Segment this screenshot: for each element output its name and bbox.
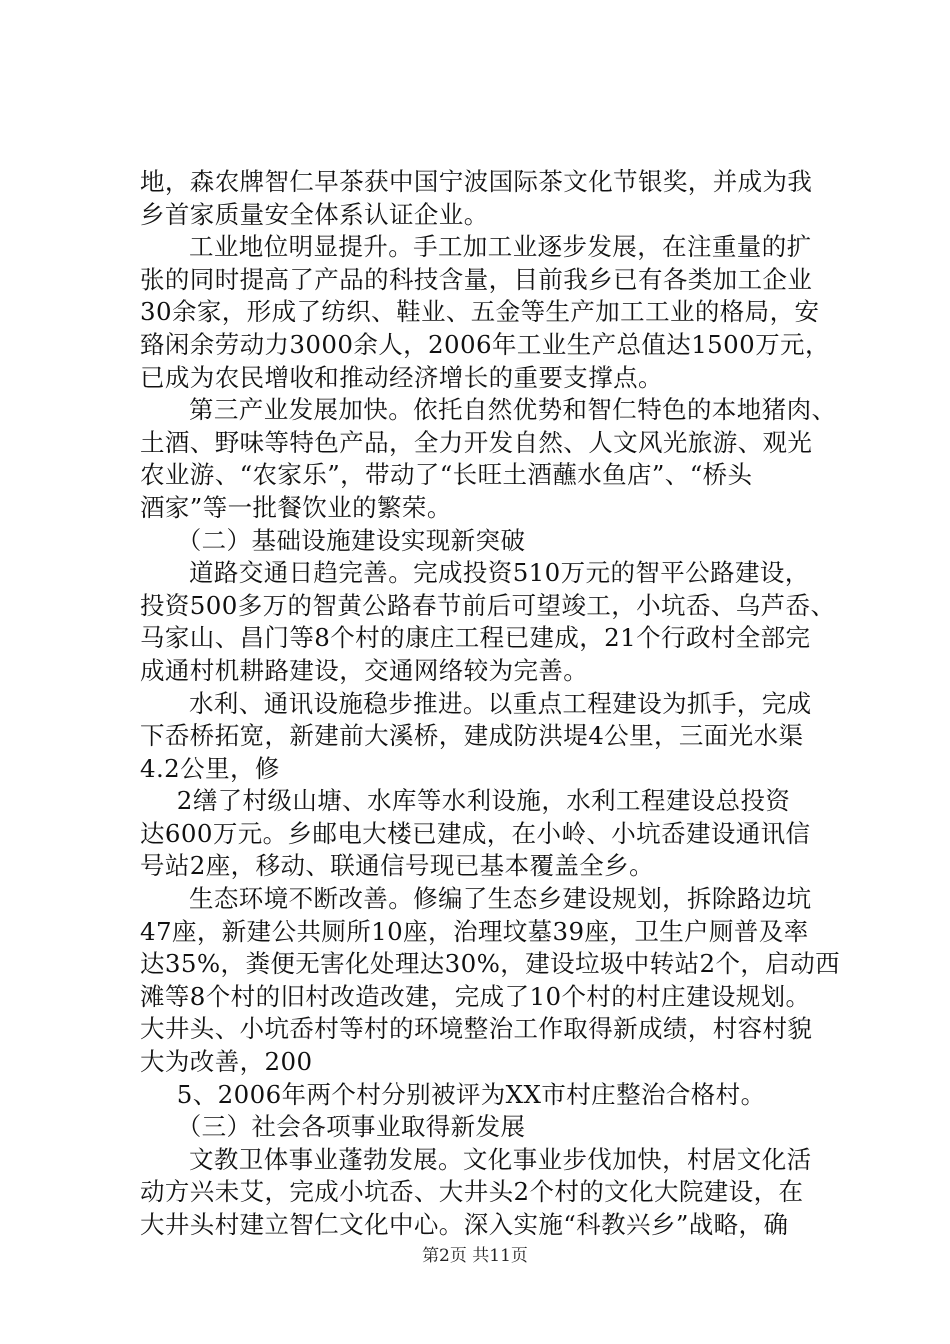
text-line: 47座，新建公共厕所10座，治理坟墓39座，卫生户厕普及率 [140,916,809,946]
page-footer: 第2页 共11页 [422,1246,528,1266]
text-line: 道路交通日趋完善。完成投资510万元的智平公路建设， [189,558,810,588]
text-line: 5、2006年两个村分别被评为XX市村庄整治合格村。 [176,1079,766,1109]
text-line: 动方兴未艾，完成小坑岙、大井头2个村的文化大院建设，在 [140,1177,804,1207]
text-line: 大井头村建立智仁文化中心。深入实施“科教兴乡”战略，确 [140,1210,789,1239]
text-line: （三）社会各项事业取得新发展 [176,1112,526,1142]
text-line: 大为改善，200 [140,1047,313,1077]
text-line: 农业游、“农家乐”，带动了“长旺土酒蘸水鱼店”、“桥头 [140,460,753,490]
text-line: 大井头、小坑岙村等村的环境整治工作取得新成绩，村容村貌 [140,1014,813,1044]
text-line: 已成为农民增收和推动经济增长的重要支撑点。 [140,362,663,392]
text-line: 乡首家质量安全体系认证企业。 [140,199,489,229]
text-line: 2缮了村级山塘、水库等水利设施，水利工程建设总投资 [176,786,791,816]
text-line: 号站2座，移动、联通信号现已基本覆盖全乡。 [140,851,654,881]
text-line: 达35%，粪便无害化处理达30%，建设垃圾中转站2个，启动西 [140,949,840,979]
document-body [140,166,840,1242]
text-line: 张的同时提高了产品的科技含量，目前我乡已有各类加工企业 [140,264,813,294]
text-line: 生态环境不断改善。修编了生态乡建设规划，拆除路边坑 [189,884,812,914]
text-line: 土酒、野味等特色产品，全力开发自然、人文风光旅游、观光 [140,427,813,457]
text-line: 4.2公里，修 [140,753,280,783]
text-line: 30余家，形成了纺织、鞋业、五金等生产加工工业的格局，安 [140,297,820,327]
text-line: 地，森农牌智仁早茶获中国宁波国际茶文化节银奖，并成为我 [140,167,813,196]
text-line: 工业地位明显提升。手工加工业逐步发展，在注重量的扩 [189,232,812,262]
text-line: 臵闲余劳动力3000余人，2006年工业生产总值达1500万元， [140,329,830,359]
text-line: （二）基础设施建设实现新突破 [176,525,526,555]
text-line: 马家山、昌门等8个村的康庄工程已建成，21个行政村全部完 [140,623,811,653]
text-line: 第三产业发展加快。依托自然优势和智仁特色的本地猪肉、 [189,395,837,425]
text-line: 投资500多万的智黄公路春节前后可望竣工，小坑岙、乌芦岙、 [140,590,836,620]
text-line: 成通村机耕路建设，交通网络较为完善。 [140,655,589,685]
text-line: 下岙桥拓宽，新建前大溪桥，建成防洪堤4公里，三面光水渠 [140,721,804,751]
text-line: 达600万元。乡邮电大楼已建成，在小岭、小坑岙建设通讯信 [140,818,811,848]
text-line: 酒家”等一批餐饮业的繁荣。 [140,492,452,522]
text-line: 滩等8个村的旧村改造改建，完成了10个村的村庄建设规划。 [140,981,811,1011]
text-line: 文教卫体事业蓬勃发展。文化事业步伐加快，村居文化活 [189,1144,812,1174]
text-line: 水利、通讯设施稳步推进。以重点工程建设为抓手，完成 [189,688,812,718]
